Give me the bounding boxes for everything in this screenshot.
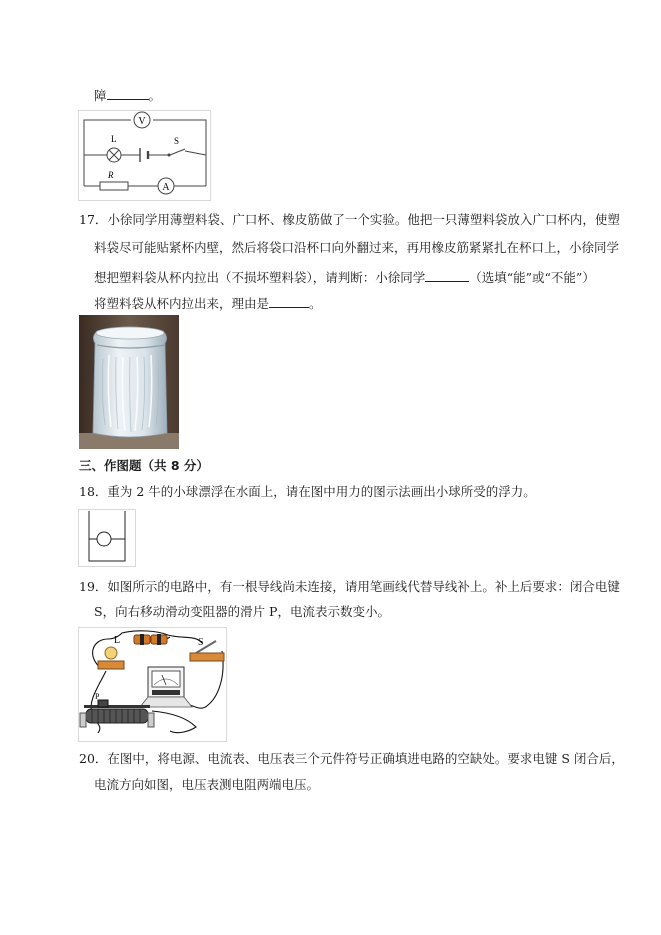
q17-line-3 [94, 268, 595, 286]
q18-line-1 [79, 484, 536, 500]
q16-tail-end: 。 [148, 88, 162, 103]
q17-text: 想把塑料袋从杯内拉出（不损坏塑料袋），请判断：小徐同学 [94, 270, 426, 285]
question-number: 18． [79, 484, 108, 499]
lamp-label: L [111, 134, 117, 144]
slider-label: P [95, 692, 100, 701]
question-number: 17． [79, 212, 108, 227]
q18-text: 重为 2 牛的小球漂浮在水面上，请在图中用力的图示法画出小球所受的浮力。 [107, 484, 536, 499]
rheostat-rod [84, 705, 150, 708]
q19-line-2: S，向右移动滑动变阻器的滑片 P，电流表示数变小。 [94, 604, 390, 619]
q20-line-2: 电流方向如图，电压表测电阻两端电压。 [94, 777, 320, 792]
section-title: 三、作图题（共 8 分） [79, 458, 209, 473]
q17-text: （选填“能”或“不能”） [469, 270, 595, 285]
switch-base [190, 653, 224, 661]
lamp-base [98, 661, 124, 669]
q17-line-4 [94, 294, 322, 312]
floating-ball-diagram [78, 509, 136, 567]
question-number: 20． [79, 751, 108, 766]
resistor-label: R [108, 170, 114, 180]
switch-label: S [174, 136, 180, 146]
q17-text: 将塑料袋从杯内拉出来，理由是 [94, 296, 270, 311]
jar-photo [79, 315, 179, 449]
real-circuit-diagram-q19 [78, 627, 228, 743]
q17-line-1 [79, 212, 620, 228]
q19-line-1 [79, 579, 620, 595]
lamp-label: L [114, 635, 121, 646]
answer-blank[interactable] [425, 268, 469, 282]
circuit-diagram-q16 [78, 110, 212, 202]
q17-text: 小徐同学用薄塑料袋、广口杯、橡皮筋做了一个实验。他把一只薄塑料袋放入广口杯内，使塑 [107, 212, 620, 227]
switch-label: S [198, 637, 204, 648]
q20-line-1 [79, 751, 624, 767]
q17-text: 。 [309, 296, 322, 311]
lamp-bulb [105, 647, 117, 659]
answer-blank[interactable] [107, 86, 149, 100]
question-number: 19． [79, 579, 108, 594]
resistor-symbol [100, 182, 128, 190]
ammeter-label: A [162, 182, 170, 193]
rheostat-coil [86, 709, 148, 723]
q16-tail [94, 86, 161, 104]
q20-text: 在图中，将电源、电流表、电压表三个元件符号正确填进电路的空缺处。要求电键 S 闭合后， [107, 751, 624, 766]
voltmeter-label: V [138, 116, 146, 127]
q17-line-2: 料袋尽可能贴紧杯内壁，然后将袋口沿杯口向外翻过来，再用橡皮筋紧紧扎在杯口上，小徐同学 [94, 240, 620, 255]
answer-blank[interactable] [269, 294, 309, 308]
ball [97, 532, 111, 546]
q16-tail-text: 障 [94, 88, 107, 103]
rheostat-slider[interactable] [98, 700, 108, 707]
q19-text: 如图所示的电路中，有一根导线尚未连接，请用笔画线代替导线补上。补上后要求：闭合电键 [107, 579, 620, 594]
